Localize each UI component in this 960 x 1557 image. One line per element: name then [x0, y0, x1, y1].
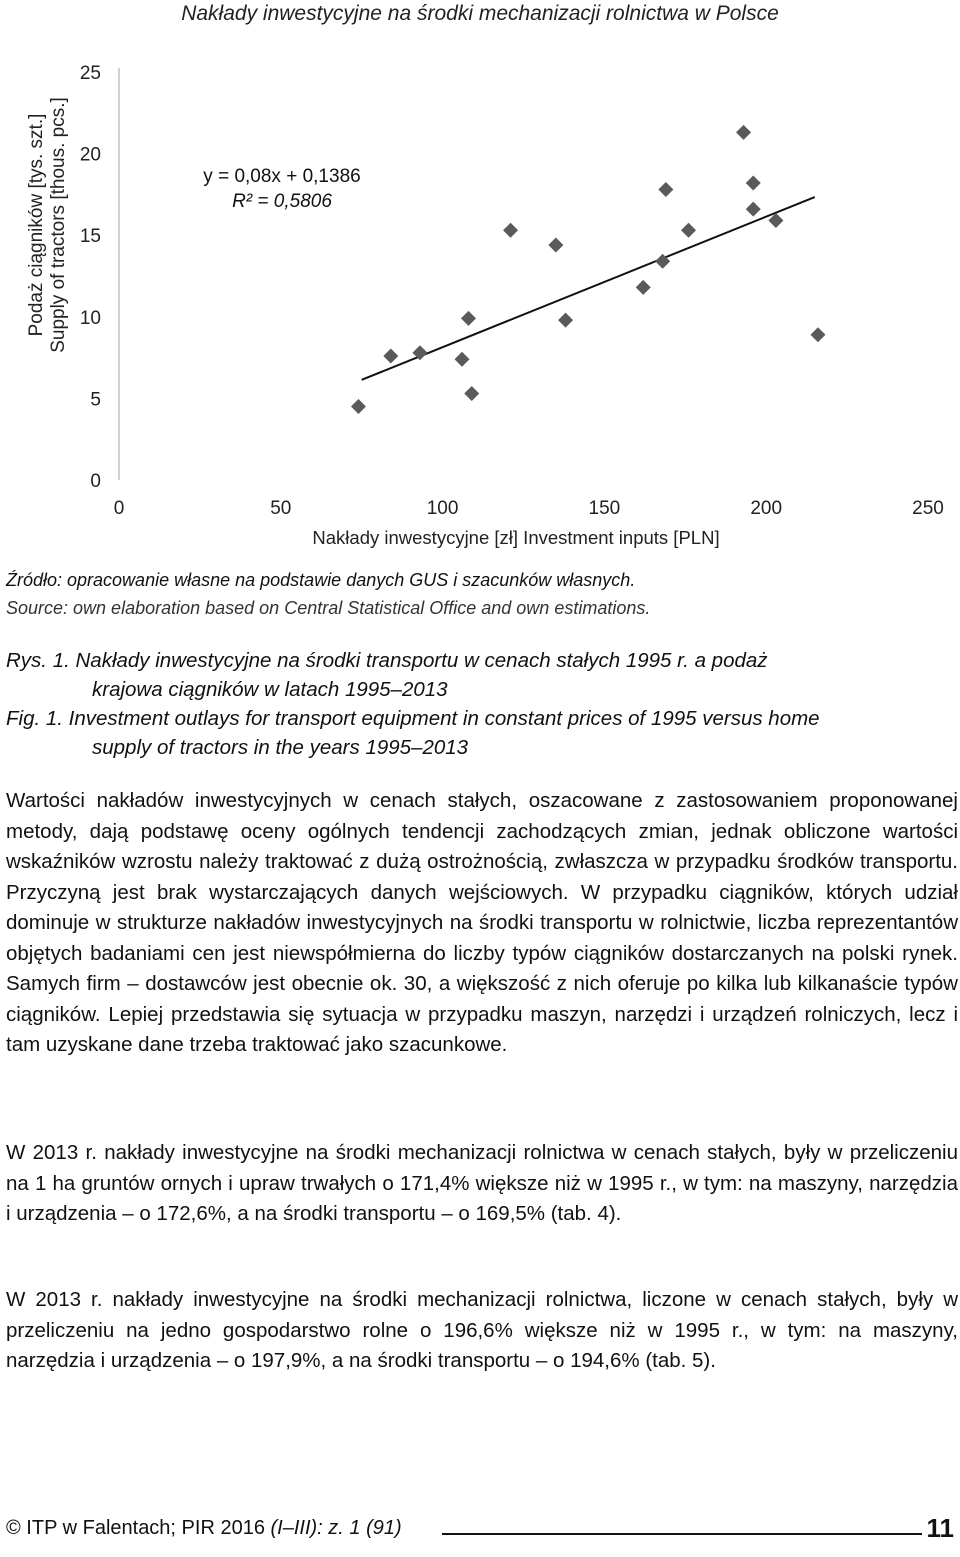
data-point-diamond: [681, 223, 696, 238]
data-point-diamond: [636, 280, 651, 295]
y-tick-label: 0: [90, 471, 101, 492]
x-tick-label: 250: [912, 498, 944, 519]
data-point-diamond: [464, 386, 479, 401]
data-point-diamond: [746, 202, 761, 217]
y-axis-label: [18, 30, 78, 420]
data-point-diamond: [461, 311, 476, 326]
x-axis-label: Nakłady inwestycyjne [zł] Investment inputs [PLN]: [312, 527, 720, 548]
scatter-chart: [0, 0, 960, 560]
trendline-equation: y = 0,08x + 0,1386: [203, 166, 361, 187]
source-note-en: Source: own elaboration based on Central Statistical Office and own estimations.: [6, 598, 651, 618]
data-point-diamond: [736, 125, 751, 140]
data-point-diamond: [746, 175, 761, 190]
x-tick-label: 100: [426, 498, 459, 519]
data-point-diamond: [383, 348, 398, 363]
y-axis-label-en: Supply of tractors [thous. pcs.]: [48, 97, 69, 353]
body-paragraph-1: Wartości nakładów inwestycyjnych w cenach stałych, oszacowane z zastosowaniem proponowanej metody, dają podstawę oceny ogólnych tendencji zachodzących zmian, jednak obliczone wartości wskaźników wzrostu należy traktować z dużą ostrożnością, zwłaszcza w przypadku środków transportu. Przyczyną jest brak wystarczających danych wejściowych. W przypadku ciągników, których udział dominuje w strukturze nakładów inwestycyjnych na środki transportu w rolnictwie, liczba reprezentantów objętych badaniami cen jest niewspółmierna do liczby typów ciągników dostarczanych na polski rynek. Samych firm – dostawców jest obecnie ok. 30, a większość z nich oferuje po kilka lub kilkanaście typów ciągników. Lepiej przedstawia się sytuacja w przypadku maszyn, narzędzi i urządzeń rolniczych, lecz i tam uzyskane dane trzeba traktować jako szacunkowe.: [6, 789, 958, 1056]
page-number: 11: [926, 1513, 954, 1543]
figure-caption-pl: [6, 646, 956, 704]
chart-plot-area: [0, 0, 960, 560]
r-squared-label: R² = 0,5806: [232, 191, 332, 212]
trendline: [362, 197, 815, 380]
body-paragraph-3: W 2013 r. nakłady inwestycyjne na środki mechanizacji rolnictwa, liczone w cenach stałych, były w przeliczeniu na jedno gospodarstwo rolne o 196,6% większe niż w 1995 r., w tym: na maszyny, narzędzia i urządzenia – o 197,9%, a na środki transportu – o 194,6% (tab. 5).: [6, 1288, 958, 1372]
x-tick-label: 50: [270, 498, 292, 519]
data-point-diamond: [548, 237, 563, 252]
data-point-diamond: [455, 352, 470, 367]
x-tick-label: 200: [750, 498, 783, 519]
y-tick-label: 20: [79, 144, 101, 166]
data-point-diamond: [658, 182, 673, 197]
data-point-diamond: [810, 327, 825, 342]
y-tick-label: 5: [90, 389, 101, 411]
footer-issue: (I–III): z. 1 (91): [270, 1517, 402, 1539]
y-tick-label: 15: [79, 226, 101, 248]
footer-publisher: © ITP w Falentach; PIR 2016: [6, 1517, 265, 1539]
data-point-diamond: [558, 313, 573, 328]
chart-title: Nakłady inwestycyjne na środki mechanizacji rolnictwa w Polsce: [181, 2, 779, 25]
figure-caption-en: [6, 704, 956, 762]
caption-en-line-1: Fig. 1. Investment outlays for transport equipment in constant prices of 1995 versus home: [6, 707, 820, 730]
x-tick-label: 0: [113, 498, 125, 519]
caption-pl-line-1: Rys. 1. Nakłady inwestycyjne na środki transportu w cenach stałych 1995 r. a podaż: [6, 649, 768, 672]
y-axis-label-pl: Podaż ciągników [tys. szt.]: [26, 113, 47, 337]
page-footer: [6, 1515, 956, 1547]
footer-citation: [6, 1517, 402, 1540]
caption-pl-line-2: krajowa ciągników w latach 1995–2013: [92, 678, 448, 701]
body-paragraph-2: W 2013 r. nakłady inwestycyjne na środki mechanizacji rolnictwa w cenach stałych, były w przeliczeniu na 1 ha gruntów ornych i upraw trwałych o 171,4% większe niż w 1995 r., w tym: na maszyny, narzędzia i urządzenia – o 172,6%, a na środki transportu – o 169,5% (tab. 4).: [6, 1141, 958, 1225]
y-tick-label: 25: [79, 63, 101, 84]
y-tick-label: 10: [79, 307, 101, 329]
data-point-diamond: [351, 399, 366, 414]
caption-en-line-2: supply of tractors in the years 1995–2013: [92, 736, 469, 759]
data-point-diamond: [503, 223, 518, 238]
source-note-pl: Źródło: opracowanie własne na podstawie danych GUS i szacunków własnych.: [6, 570, 636, 590]
x-tick-label: 150: [588, 498, 621, 519]
footer-rule: [442, 1533, 922, 1535]
